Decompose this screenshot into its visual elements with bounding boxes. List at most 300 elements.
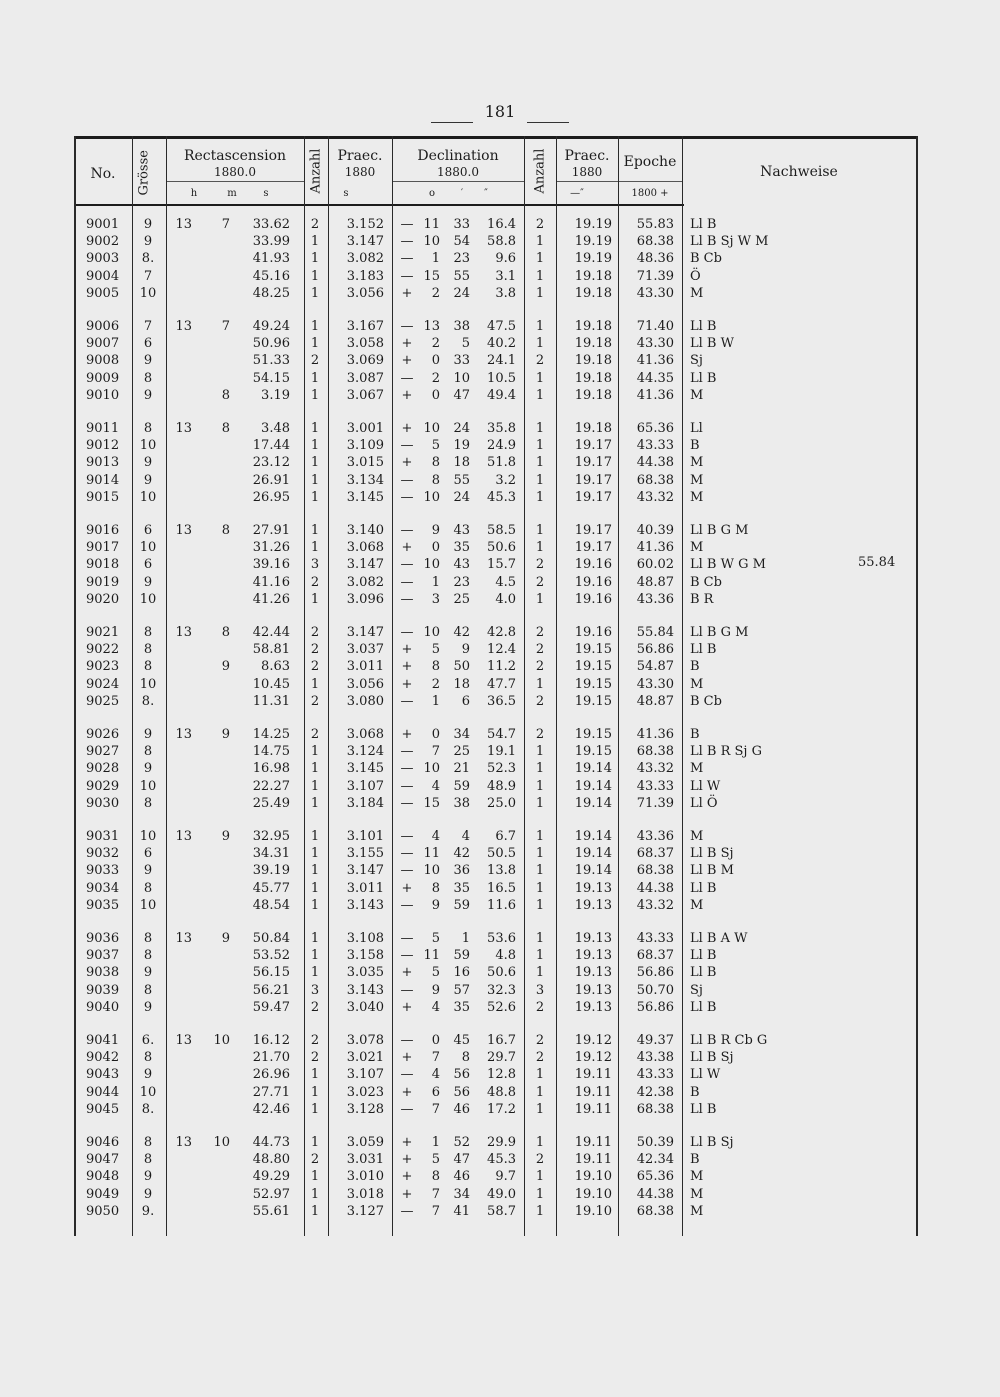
star-no: 9045 (86, 1101, 120, 1117)
table-row (74, 1168, 994, 1185)
praec-ra: 3.108 (346, 931, 384, 946)
dec-sign: + (401, 999, 413, 1015)
praec-ra: 3.167 (346, 319, 384, 334)
epoch: 44.38 (636, 1186, 674, 1202)
ra-hours: 13 (175, 523, 192, 538)
dec-arcsec: 40.2 (487, 336, 516, 352)
praec-ra: 3.152 (346, 217, 384, 232)
ra-minutes: 8 (221, 387, 230, 403)
dec-count: 1 (535, 319, 545, 334)
magnitude: 8 (143, 948, 153, 964)
star-no: 9009 (86, 370, 120, 386)
dec-sign: — (400, 1033, 414, 1048)
references: B (690, 727, 700, 742)
magnitude: 6 (143, 523, 153, 538)
ra-seconds: 3.48 (261, 421, 290, 436)
dec-sign: + (401, 455, 413, 471)
ra-subheader-rule (166, 181, 304, 182)
epoch: 65.36 (636, 1169, 674, 1185)
dec-arcmin: 23 (453, 251, 470, 267)
praec-dec: 19.15 (574, 744, 612, 760)
header-ra-h: h (190, 188, 198, 199)
dec-arcsec: 49.0 (487, 1186, 516, 1202)
magnitude: 9. (141, 1203, 155, 1219)
dec-arcsec: 19.1 (487, 744, 516, 760)
ra-count: 1 (310, 319, 320, 334)
ra-seconds: 11.31 (252, 693, 290, 709)
star-no: 9032 (86, 846, 120, 862)
references: Ll B Sj W M (690, 234, 769, 250)
praec-dec: 19.14 (574, 863, 612, 879)
star-no: 9038 (86, 965, 120, 981)
epoch: 43.32 (636, 897, 674, 913)
table-row (74, 778, 994, 795)
praec-ra: 3.109 (346, 438, 384, 454)
header-praec-ra-unit: s (343, 188, 349, 199)
ra-hours: 13 (175, 421, 192, 436)
dec-arcmin: 35 (453, 880, 470, 896)
dec-degrees: 7 (431, 1203, 440, 1219)
dec-arcsec: 45.3 (487, 489, 516, 505)
table-row (74, 437, 994, 454)
dec-sign: + (401, 1186, 413, 1202)
references: Ll B A W (690, 931, 748, 946)
dec-sign: — (400, 217, 414, 232)
references: Ll (690, 421, 703, 436)
table-row (74, 489, 994, 506)
dec-sign: + (401, 1084, 413, 1100)
ra-count: 1 (310, 795, 320, 811)
praec-dec: 19.15 (574, 642, 612, 658)
dec-count: 1 (535, 1084, 545, 1100)
praec-ra: 3.145 (346, 489, 384, 505)
dec-count: 1 (535, 489, 545, 505)
star-no: 9047 (86, 1152, 120, 1168)
star-catalogue-table (74, 136, 918, 1236)
praec-dec: 19.13 (574, 965, 612, 981)
dec-arcsec: 10.5 (487, 370, 516, 386)
table-row (74, 964, 994, 981)
dec-arcmin: 4 (461, 829, 470, 844)
dec-arcmin: 42 (453, 846, 470, 862)
dec-degrees: 4 (431, 778, 440, 794)
magnitude: 9 (143, 965, 153, 981)
dec-arcmin: 47 (453, 1152, 470, 1168)
dec-count: 2 (535, 353, 545, 369)
margin-note: 55.84 (858, 555, 896, 570)
magnitude: 10 (139, 591, 157, 607)
ra-seconds: 33.99 (252, 234, 290, 250)
praec-dec: 19.18 (574, 319, 612, 334)
ra-hours: 13 (175, 217, 192, 232)
dec-sign: — (400, 778, 414, 794)
table-row (74, 216, 994, 233)
epoch: 68.38 (636, 744, 674, 760)
references: B (690, 1152, 700, 1168)
dec-arcsec: 24.1 (487, 353, 516, 369)
table-row (74, 1203, 994, 1220)
epoch: 43.32 (636, 761, 674, 777)
dec-count: 1 (535, 455, 545, 471)
dec-arcmin: 8 (461, 1050, 470, 1066)
ra-seconds: 39.19 (252, 863, 290, 879)
dec-degrees: 1 (431, 693, 440, 709)
dec-degrees: 8 (431, 455, 440, 471)
dec-count: 2 (535, 999, 545, 1015)
dec-arcmin: 50 (453, 659, 470, 675)
praec-ra: 3.037 (346, 642, 384, 658)
dec-sign: + (401, 965, 413, 981)
dec-arcmin: 43 (453, 523, 470, 538)
page-number: 181 (484, 102, 516, 121)
references: B R (690, 591, 714, 607)
epoch: 41.36 (636, 727, 674, 742)
magnitude: 8 (143, 370, 153, 386)
table-row (74, 862, 994, 879)
star-no: 9016 (86, 523, 120, 538)
magnitude: 9 (143, 455, 153, 471)
references: Ll Ö (690, 795, 718, 811)
header-no: No. (90, 166, 116, 182)
praec-ra: 3.069 (346, 353, 384, 369)
references: Ll B W (690, 336, 734, 352)
praec-ra: 3.143 (346, 982, 384, 998)
star-no: 9050 (86, 1203, 120, 1219)
dec-sign: — (400, 523, 414, 538)
header-dash-left (431, 122, 473, 123)
praec-dec: 19.18 (574, 387, 612, 403)
dec-arcsec: 4.0 (495, 591, 516, 607)
references: M (690, 761, 704, 777)
ra-seconds: 26.95 (252, 489, 290, 505)
praec-dec: 19.16 (574, 591, 612, 607)
references: M (690, 829, 704, 844)
header-dash-right (527, 122, 569, 123)
dec-sign: — (400, 472, 414, 488)
dec-arcmin: 57 (453, 982, 470, 998)
star-no: 9010 (86, 387, 120, 403)
praec-ra: 3.056 (346, 676, 384, 692)
star-no: 9018 (86, 557, 120, 573)
references: Ll B M (690, 863, 734, 879)
star-no: 9036 (86, 931, 120, 946)
magnitude: 9 (143, 1186, 153, 1202)
praec-dec: 19.19 (574, 217, 612, 232)
star-no: 9044 (86, 1084, 120, 1100)
dec-count: 1 (535, 744, 545, 760)
header-dec-min: ′ (460, 188, 464, 199)
ra-count: 1 (310, 778, 320, 794)
magnitude: 10 (139, 1084, 157, 1100)
ra-count: 1 (310, 846, 320, 862)
epoch: 71.39 (636, 268, 674, 284)
references: M (690, 540, 704, 556)
dec-sign: — (400, 1067, 414, 1083)
magnitude: 6. (141, 1033, 155, 1048)
references: M (690, 455, 704, 471)
dec-arcmin: 45 (453, 1033, 470, 1048)
dec-degrees: 9 (431, 523, 440, 538)
magnitude: 10 (139, 540, 157, 556)
magnitude: 9 (143, 574, 153, 590)
dec-sign: — (400, 251, 414, 267)
star-no: 9034 (86, 880, 120, 896)
dec-arcsec: 50.5 (487, 846, 516, 862)
references: Ll B Sj (690, 846, 734, 862)
dec-arcsec: 52.6 (487, 999, 516, 1015)
header-anzahl-dec: Anzahl (532, 148, 548, 194)
ra-seconds: 48.80 (252, 1152, 290, 1168)
dec-arcsec: 3.2 (495, 472, 516, 488)
references: M (690, 387, 704, 403)
dec-sign: — (400, 931, 414, 946)
table-row (74, 318, 994, 335)
dec-count: 2 (535, 574, 545, 590)
star-no: 9013 (86, 455, 120, 471)
references: Ll B (690, 1101, 717, 1117)
references: Ll B W G M (690, 557, 766, 573)
star-no: 9005 (86, 285, 120, 301)
ra-count: 1 (310, 676, 320, 692)
dec-arcmin: 6 (461, 693, 470, 709)
star-no: 9008 (86, 353, 120, 369)
star-no: 9041 (86, 1033, 120, 1048)
ra-count: 1 (310, 863, 320, 879)
dec-arcmin: 21 (453, 761, 470, 777)
star-no: 9039 (86, 982, 120, 998)
references: Ll B (690, 370, 717, 386)
table-row (74, 250, 994, 267)
table-row (74, 1049, 994, 1066)
ra-count: 1 (310, 1186, 320, 1202)
dec-degrees: 2 (431, 336, 440, 352)
dec-degrees: 4 (431, 999, 440, 1015)
dec-count: 1 (535, 829, 545, 844)
praec-ra: 3.127 (346, 1203, 384, 1219)
ra-count: 1 (310, 897, 320, 913)
table-row (74, 420, 994, 437)
references: Ll B Sj (690, 1135, 734, 1150)
dec-count: 1 (535, 931, 545, 946)
header-dec-epoch: 1880.0 (437, 165, 479, 179)
epoch: 42.38 (636, 1084, 674, 1100)
dec-degrees: 11 (423, 846, 440, 862)
ra-seconds: 48.25 (252, 285, 290, 301)
epoch: 48.36 (636, 251, 674, 267)
references: M (690, 285, 704, 301)
dec-degrees: 9 (431, 982, 440, 998)
praec-dec: 19.16 (574, 557, 612, 573)
praec-ra: 3.087 (346, 370, 384, 386)
dec-count: 1 (535, 778, 545, 794)
magnitude: 10 (139, 829, 157, 844)
ra-count: 1 (310, 1169, 320, 1185)
dec-arcmin: 52 (453, 1135, 470, 1150)
ra-count: 2 (310, 999, 320, 1015)
ra-seconds: 16.98 (252, 761, 290, 777)
ra-hours: 13 (175, 1033, 192, 1048)
table-row (74, 676, 994, 693)
epoch: 49.37 (636, 1033, 674, 1048)
magnitude: 6 (143, 557, 153, 573)
star-no: 9028 (86, 761, 120, 777)
dec-arcmin: 46 (453, 1169, 470, 1185)
dec-arcmin: 41 (453, 1203, 470, 1219)
praec-ra: 3.056 (346, 285, 384, 301)
magnitude: 9 (143, 761, 153, 777)
table-row (74, 556, 994, 573)
dec-degrees: 4 (431, 1067, 440, 1083)
dec-sign: + (401, 642, 413, 658)
dec-degrees: 10 (423, 557, 440, 573)
magnitude: 8 (143, 795, 153, 811)
ra-hours: 13 (175, 829, 192, 844)
dec-count: 2 (535, 659, 545, 675)
ra-seconds: 45.16 (252, 268, 290, 284)
table-row (74, 880, 994, 897)
magnitude: 9 (143, 472, 153, 488)
dec-degrees: 7 (431, 1050, 440, 1066)
header-rectascension: Rectascension (183, 148, 287, 164)
praec-ra: 3.031 (346, 1152, 384, 1168)
dec-arcmin: 33 (453, 217, 470, 232)
epoch: 71.39 (636, 795, 674, 811)
magnitude: 9 (143, 353, 153, 369)
dec-count: 2 (535, 557, 545, 573)
dec-arcsec: 50.6 (487, 965, 516, 981)
dec-count: 2 (535, 217, 545, 232)
dec-degrees: 8 (431, 659, 440, 675)
dec-degrees: 8 (431, 880, 440, 896)
dec-arcmin: 56 (453, 1067, 470, 1083)
praec-dec: 19.11 (574, 1101, 612, 1117)
praec-dec: 19.18 (574, 370, 612, 386)
epoch: 68.37 (636, 948, 674, 964)
dec-arcsec: 17.2 (487, 1101, 516, 1117)
ra-count: 1 (310, 438, 320, 454)
references: Ll B (690, 948, 717, 964)
ra-seconds: 41.93 (252, 251, 290, 267)
dec-degrees: 3 (431, 591, 440, 607)
praec-ra: 3.082 (346, 574, 384, 590)
epoch: 71.40 (636, 319, 674, 334)
dec-arcsec: 50.6 (487, 540, 516, 556)
praec-dec: 19.18 (574, 336, 612, 352)
dec-sign: — (400, 574, 414, 590)
epoch: 50.70 (636, 982, 674, 998)
epoch: 54.87 (636, 659, 674, 675)
ra-minutes: 8 (221, 523, 230, 538)
magnitude: 8 (143, 931, 153, 946)
praec-ra: 3.147 (346, 863, 384, 879)
ra-seconds: 58.81 (252, 642, 290, 658)
header-nachweise: Nachweise (760, 164, 838, 180)
ra-minutes: 10 (213, 1033, 230, 1048)
epoch: 65.36 (636, 421, 674, 436)
ra-count: 1 (310, 234, 320, 250)
magnitude: 8 (143, 625, 153, 640)
references: M (690, 472, 704, 488)
praec-dec: 19.14 (574, 846, 612, 862)
header-epoche-unit: 1800 + (631, 188, 669, 199)
dec-degrees: 7 (431, 1186, 440, 1202)
praec-dec: 19.13 (574, 948, 612, 964)
dec-arcmin: 24 (453, 421, 470, 436)
dec-degrees: 5 (431, 642, 440, 658)
dec-degrees: 1 (431, 1135, 440, 1150)
star-no: 9042 (86, 1050, 120, 1066)
praec-ra: 3.001 (346, 421, 384, 436)
dec-count: 2 (535, 1050, 545, 1066)
ra-seconds: 27.91 (252, 523, 290, 538)
dec-degrees: 13 (423, 319, 440, 334)
epoch: 44.35 (636, 370, 674, 386)
dec-arcsec: 45.3 (487, 1152, 516, 1168)
star-no: 9014 (86, 472, 120, 488)
header-declination: Declination (417, 148, 499, 164)
star-no: 9024 (86, 676, 120, 692)
praec-ra: 3.040 (346, 999, 384, 1015)
praec-ra: 3.068 (346, 540, 384, 556)
magnitude: 9 (143, 234, 153, 250)
dec-count: 1 (535, 268, 545, 284)
epoch: 55.84 (636, 625, 674, 640)
dec-sign: — (400, 761, 414, 777)
dec-degrees: 5 (431, 965, 440, 981)
praec-dec: 19.10 (574, 1186, 612, 1202)
praec-dec: 19.11 (574, 1067, 612, 1083)
praec-ra: 3.145 (346, 761, 384, 777)
dec-degrees: 1 (431, 251, 440, 267)
praec-dec: 19.19 (574, 234, 612, 250)
praec-ra: 3.107 (346, 1067, 384, 1083)
dec-count: 2 (535, 1033, 545, 1048)
magnitude: 10 (139, 489, 157, 505)
dec-count: 2 (535, 642, 545, 658)
table-row (74, 387, 994, 404)
praec-ra: 3.143 (346, 897, 384, 913)
praec-dec: 19.16 (574, 625, 612, 640)
epoch: 55.83 (636, 217, 674, 232)
magnitude: 6 (143, 336, 153, 352)
dec-arcsec: 51.8 (487, 455, 516, 471)
header-anzahl-ra: Anzahl (308, 148, 324, 194)
ra-count: 2 (310, 693, 320, 709)
dec-arcmin: 38 (453, 795, 470, 811)
table-row (74, 335, 994, 352)
table-row (74, 743, 994, 760)
star-no: 9020 (86, 591, 120, 607)
epoch: 48.87 (636, 693, 674, 709)
dec-arcsec: 9.7 (495, 1169, 516, 1185)
magnitude: 10 (139, 438, 157, 454)
dec-arcsec: 48.8 (487, 1084, 516, 1100)
ra-hours: 13 (175, 625, 192, 640)
dec-arcmin: 35 (453, 540, 470, 556)
magnitude: 8 (143, 659, 153, 675)
references: M (690, 1203, 704, 1219)
praec-dec: 19.17 (574, 455, 612, 471)
praec-dec: 19.15 (574, 693, 612, 709)
ra-seconds: 53.52 (252, 948, 290, 964)
references: Ll B (690, 880, 717, 896)
epoch: 68.38 (636, 234, 674, 250)
star-no: 9023 (86, 659, 120, 675)
table-row (74, 1151, 994, 1168)
praec-dec: 19.17 (574, 438, 612, 454)
dec-sign: — (400, 625, 414, 640)
magnitude: 10 (139, 285, 157, 301)
